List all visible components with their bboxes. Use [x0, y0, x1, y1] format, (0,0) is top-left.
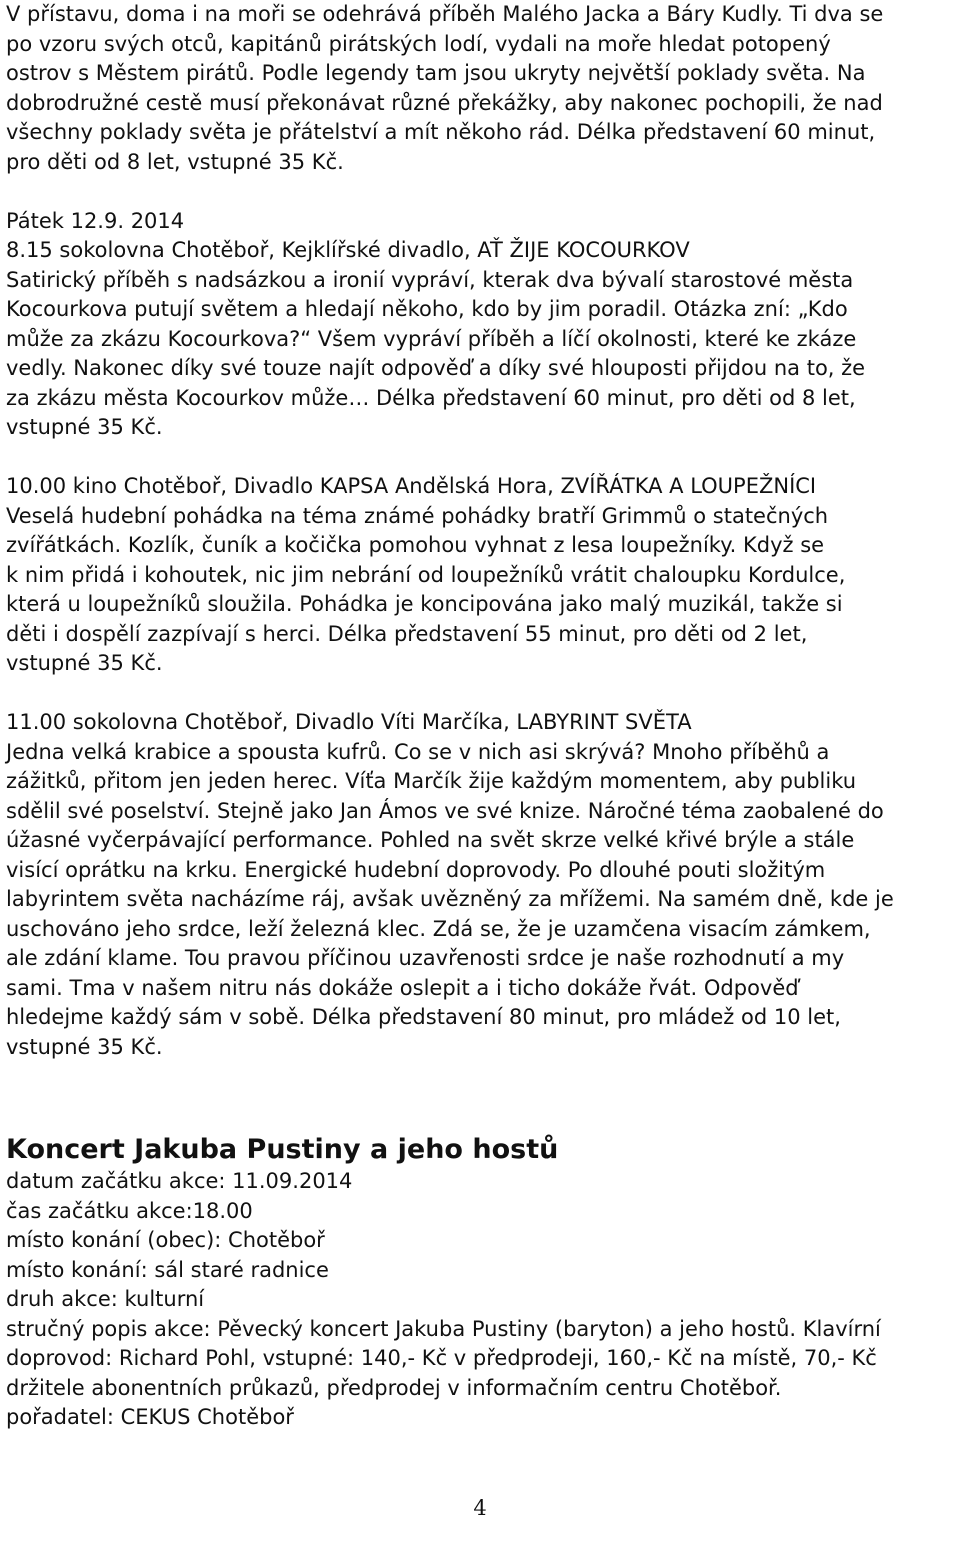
text-line: vedly. Nakonec díky své touze najít odpověď a díky své hlouposti přijdou na to, že — [6, 356, 866, 380]
text-line: visící oprátku na krku. Energické hudební doprovody. Po dlouhé pouti složitým — [6, 857, 826, 882]
text-line: uschováno jeho srdce, leží železná klec. Zdá se, že je uzamčena visacím zámkem, — [6, 916, 871, 941]
spacer — [6, 177, 956, 207]
text-line: která u loupežníků sloužila. Pohádka je koncipována jako malý muzikál, takže si — [6, 592, 843, 616]
detail-line: druh akce: kulturní — [6, 1287, 205, 1311]
spacer — [6, 1062, 956, 1092]
text-line: V přístavu, doma i na moři se odehrává příběh Malého Jacka a Báry Kudly. Ti dva se — [6, 2, 884, 26]
detail-line: stručný popis akce: Pěvecký koncert Jakuba Pustiny (baryton) a jeho hostů. Klavírní — [6, 1316, 881, 1341]
day-heading-text: Pátek 12.9. 2014 — [6, 208, 185, 233]
text-line: labyrintem světa nacházíme ráj, avšak uvězněný za mřížemi. Na samém dně, kde je — [6, 887, 894, 911]
detail-line: datum začátku akce: 11.09.2014 — [6, 1169, 353, 1193]
text-line: děti i dospělí zazpívají s herci. Délka představení 55 minut, pro děti od 2 let, — [6, 621, 808, 646]
spacer — [6, 1092, 956, 1122]
detail-line: místo konání (obec): Chotěboř — [6, 1228, 325, 1252]
event-title-line: 8.15 sokolovna Chotěboř, Kejklířské divadlo, AŤ ŽIJE KOCOURKOV — [6, 238, 690, 262]
detail-line: pořadatel: CEKUS Chotěboř — [6, 1405, 294, 1429]
text-line: za zkázu města Kocourkov může… Délka představení 60 minut, pro děti od 8 let, — [6, 385, 856, 410]
concert-title: Koncert Jakuba Pustiny a jeho hostů — [6, 1134, 559, 1165]
text-line: dobrodružné cestě musí překonávat různé překážky, aby nakonec pochopili, že nad — [6, 90, 883, 115]
document-page — [6, 0, 956, 1433]
text-line: pro děti od 8 let, vstupné 35 Kč. — [6, 149, 344, 174]
text-line: zážitků, přitom jen jeden herec. Víťa Marčík žije každým momentem, aby publiku — [6, 769, 857, 793]
page-number: 4 — [473, 1496, 487, 1520]
text-line: sdělil své poselství. Stejně jako Jan Ámos ve své knize. Náročné téma zaobalené do — [6, 798, 884, 823]
text-line: Kocourkova putují světem a hledají někoho, kdo by jim poradil. Otázka zní: „Kdo — [6, 297, 848, 321]
text-line: ale zdání klame. Tou pravou příčinou uzavřenosti srdce je naše rozhodnutí a my — [6, 946, 845, 970]
detail-line: čas začátku akce:18.00 — [6, 1198, 253, 1223]
text-line: Satirický příběh s nadsázkou a ironií vypráví, kterak dva bývalí starostové města — [6, 267, 854, 292]
detail-line: doprovod: Richard Pohl, vstupné: 140,- Kč v předprodeji, 160,- Kč na místě, 70,- Kč — [6, 1346, 877, 1370]
text-line: všechny poklady světa je přátelství a mít někoho rád. Délka představení 60 minut, — [6, 120, 876, 144]
text-line: sami. Tma v našem nitru nás dokáže oslepit a i ticho dokáže řvát. Odpověď — [6, 975, 799, 1000]
text-line: vstupné 35 Kč. — [6, 651, 163, 675]
detail-line: místo konání: sál staré radnice — [6, 1257, 329, 1282]
text-line: Jedna velká krabice a spousta kufrů. Co se v nich asi skrývá? Mnoho příběhů a — [6, 739, 830, 764]
text-line: může za zkázu Kocourkova?“ Všem vypráví příběh a líčí okolnosti, které ke zkáze — [6, 326, 857, 351]
text-line: úžasné vyčerpávající performance. Pohled na svět skrze velké křivé brýle a stále — [6, 828, 855, 852]
event-zviratka — [6, 472, 956, 679]
intro-paragraph — [6, 0, 956, 177]
text-line: ostrov s Městem pirátů. Podle legendy tam jsou ukryty největší poklady světa. Na — [6, 61, 866, 85]
spacer — [6, 443, 956, 473]
event-kocourkov — [6, 236, 956, 443]
event-labyrint — [6, 708, 956, 1062]
text-line: hledejme každý sám v sobě. Délka představení 80 minut, pro mládež od 10 let, — [6, 1005, 841, 1029]
concert-details — [6, 1167, 956, 1433]
text-line: zvířátkách. Kozlík, čuník a kočička pomohou vyhnat z lesa loupežníky. Když se — [6, 533, 825, 557]
text-line: vstupné 35 Kč. — [6, 1034, 163, 1059]
text-line: po vzoru svých otců, kapitánů pirátských lodí, vydali na moře hledat potopený — [6, 31, 831, 56]
day-heading — [6, 207, 956, 237]
spacer — [6, 679, 956, 709]
text-line: Veselá hudební pohádka na téma známé pohádky bratří Grimmů o statečných — [6, 503, 829, 528]
text-line: k nim přidá i kohoutek, nic jim nebrání od loupežníků vrátit chaloupku Kordulce, — [6, 562, 846, 587]
text-line: vstupné 35 Kč. — [6, 415, 163, 439]
detail-line: držitele abonentních průkazů, předprodej v informačním centru Chotěboř. — [6, 1375, 782, 1400]
event-title-line: 11.00 sokolovna Chotěboř, Divadlo Víti Marčíka, LABYRINT SVĚTA — [6, 710, 692, 734]
event-title-line: 10.00 kino Chotěboř, Divadlo KAPSA Andělská Hora, ZVÍŘÁTKA A LOUPEŽNÍCI — [6, 474, 817, 498]
